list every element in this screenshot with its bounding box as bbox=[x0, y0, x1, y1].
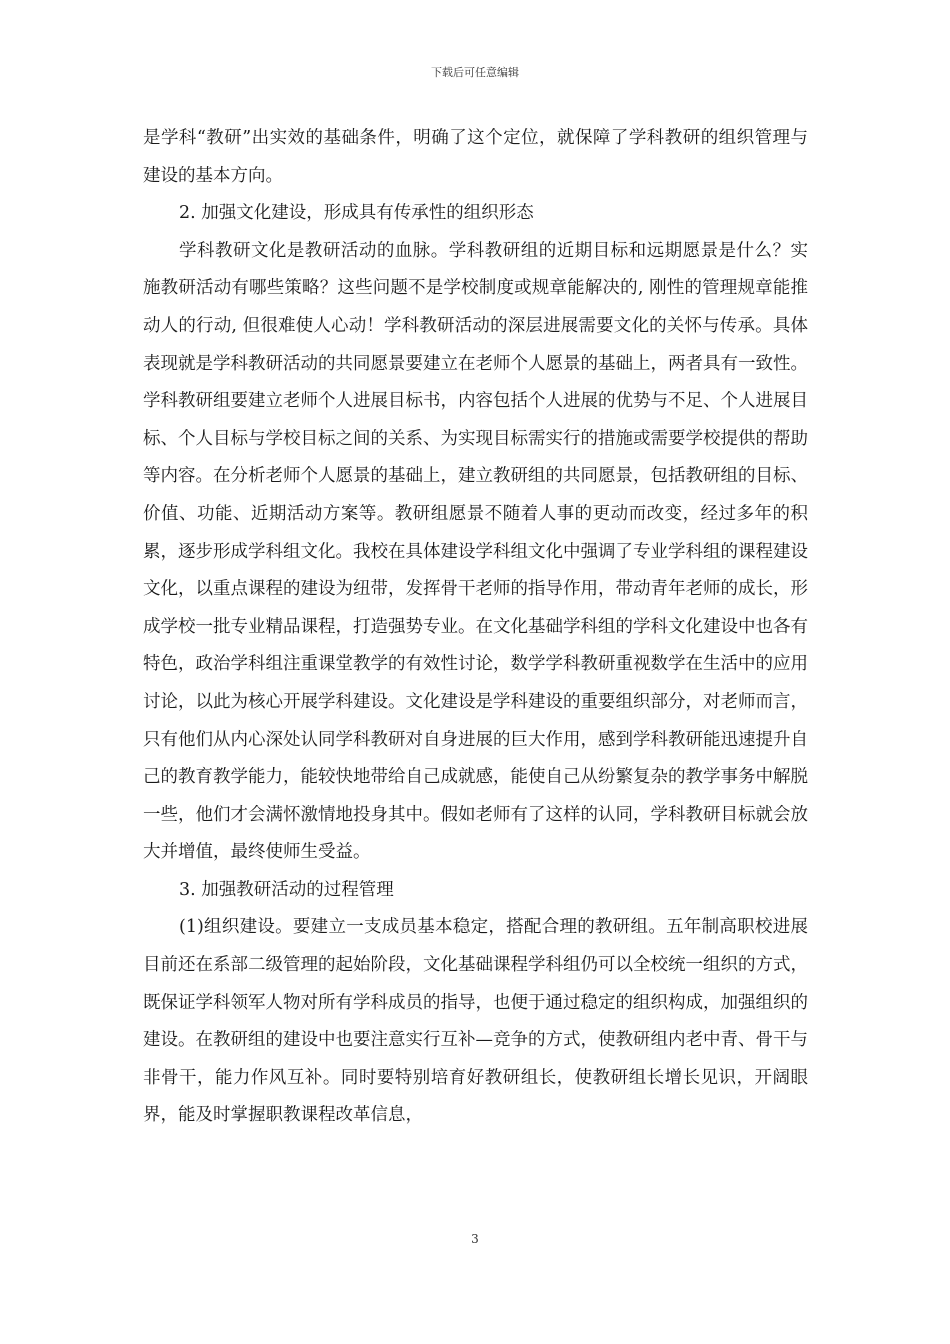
paragraph-culture: 学科教研文化是教研活动的血脉。学科教研组的近期目标和远期愿景是什么？实施教研活动有哪些策略？这些问题不是学校制度或规章能解决的, 刚性的管理规章能推动人的行动, 但很难使人心动！学科教研活动的深层进展需要文化的关怀与传承。具体表现就是学科教研活动的共同愿景要建立在老师个人愿景的基础上，两者具有一致性。学科教研组要建立老师个人进展目标书，内容包括个人进展的优势与不足、个人进展目标、个人目标与学校目标之间的关系、为实现目标需实行的措施或需要学校提供的帮助等内容。在分析老师个人愿景的基础上，建立教研组的共同愿景，包括教研组的目标、价值、功能、近期活动方案等。教研组愿景不随着人事的更动而改变，经过多年的积累，逐步形成学科组文化。我校在具体建设学科组文化中强调了专业学科组的课程建设文化，以重点课程的建设为纽带，发挥骨干老师的指导作用，带动青年老师的成长，形成学校一批专业精品课程，打造强势专业。在文化基础学科组的学科文化建设中也各有特色，政治学科组注重课堂教学的有效性讨论，数学学科教研重视数学在生活中的应用讨论，以此为核心开展学科建设。文化建设是学科建设的重要组织部分，对老师而言，只有他们从内心深处认同学科教研对自身进展的巨大作用，感到学科教研能迅速提升自己的教育教学能力，能较快地带给自己成就感，能使自己从纷繁复杂的教学事务中解脱一些，他们才会满怀激情地投身其中。假如老师有了这样的认同，学科教研目标就会放大并增值，最终使师生受益。 bbox=[143, 240, 808, 863]
section-heading-2: 2. 加强文化建设，形成具有传承性的组织形态 bbox=[179, 203, 534, 224]
paragraph-continuation: 是学科“教研”出实效的基础条件，明确了这个定位，就保障了学科教研的组织管理与建设的基本方向。 bbox=[143, 128, 808, 186]
section-heading-3: 3. 加强教研活动的过程管理 bbox=[179, 879, 394, 900]
paragraph-organization: (1)组织建设。要建立一支成员基本稳定，搭配合理的教研组。五年制高职校进展目前还在系部二级管理的起始阶段，文化基础课程学科组仍可以全校统一组织的方式，既保证学科领军人物对所有学科成员的指导，也便于通过稳定的组织构成，加强组织的建设。在教研组的建设中也要注意实行互补—竞争的方式，使教研组内老中青、骨干与非骨干，能力作风互补。同时要特别培育好教研组长，使教研组长增长见识，开阔眼界，能及时掌握职教课程改革信息， bbox=[143, 917, 808, 1126]
page-number: 3 bbox=[471, 1232, 479, 1246]
header-note: 下载后可任意编辑 bbox=[431, 66, 519, 79]
document-body bbox=[143, 120, 808, 1135]
